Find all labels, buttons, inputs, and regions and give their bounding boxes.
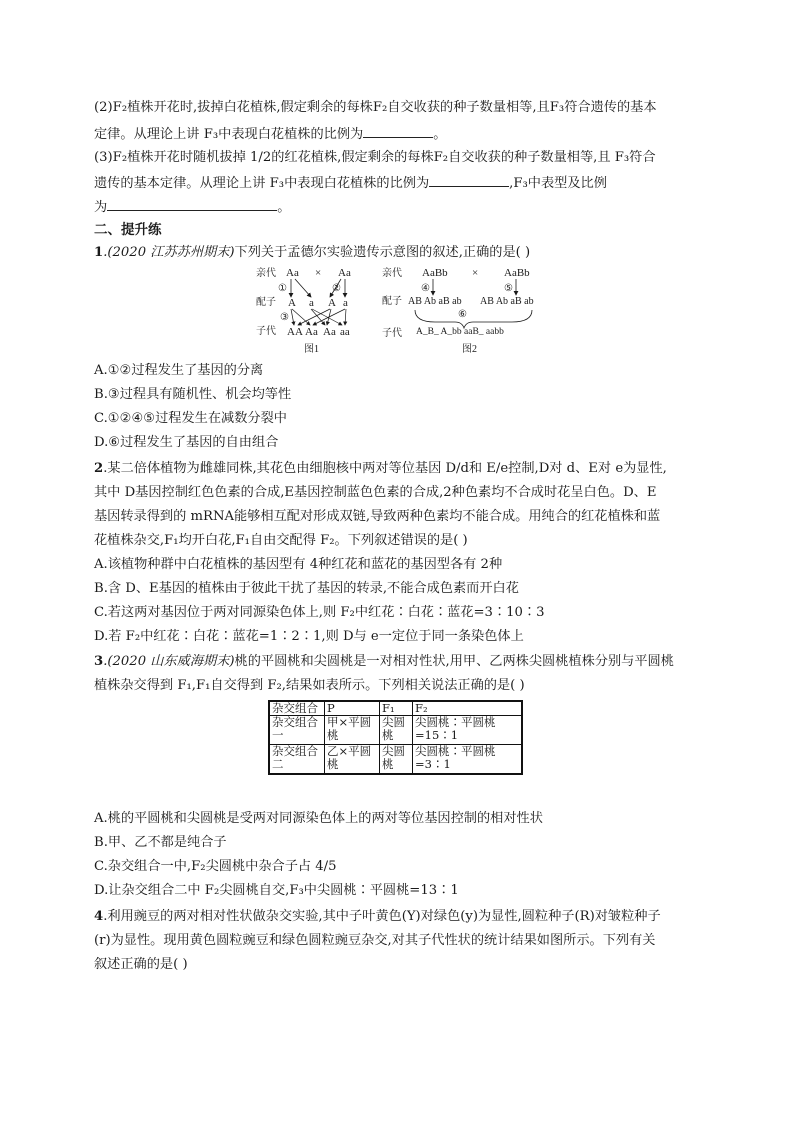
q-part3-line3: [94, 197, 290, 217]
option-c: C.①②④⑤过程发生在减数分裂中: [94, 411, 287, 426]
offspring-genotype: Aa: [305, 326, 318, 338]
option-b: B.甲、乙不都是纯合子: [94, 835, 227, 850]
cross-symbol: ×: [315, 267, 322, 279]
option-a: A.该植物种群中白花植株的基因型有 4种红花和蓝花的基因型各有 2种: [94, 557, 503, 572]
offspring-genotype: aa: [340, 326, 350, 338]
table-cell: 杂交组合一: [269, 716, 325, 745]
question-source: .(2020 山东威海期末): [103, 654, 235, 669]
gamete: a: [309, 297, 314, 309]
question-text: 下列关于孟德尔实验遗传示意图的叙述,正确的是( ): [234, 245, 531, 260]
section-heading: 二、提升练: [94, 222, 162, 238]
table-row: [269, 745, 522, 775]
option-c: C.若这两对基因位于两对同源染色体上,则 F₂中红花∶白花∶蓝花=3∶10∶3: [94, 605, 545, 620]
gamete: A: [328, 297, 336, 309]
text: 。: [277, 200, 291, 215]
text: 定律。从理论上讲 F₃中表现白花植株的比例为: [94, 127, 364, 142]
table-header: F₂: [413, 701, 523, 716]
process-number: ⑥: [458, 309, 467, 320]
question-number: 2: [94, 461, 104, 476]
question-3-stem-line1: [94, 653, 674, 671]
label-offspring: 子代: [256, 326, 276, 337]
offspring-phenotypes: A_B_ A_bb aaB_ aabb: [416, 327, 504, 337]
figure-caption: 图1: [304, 344, 319, 355]
genetics-diagram: [250, 264, 550, 358]
table-cell: 乙×平圆桃: [325, 745, 380, 775]
label-gamete: 配子: [256, 297, 276, 308]
parent-genotype: Aa: [286, 267, 299, 279]
brace: [415, 310, 532, 328]
answer-blank: [429, 173, 509, 187]
question-text: .某二倍体植物为雌雄同株,其花色由细胞核中两对等位基因 D/d和 E/e控制,D对 d、E对 e为显性,: [103, 461, 667, 476]
cross-results-table: [268, 700, 523, 775]
process-number: ⑤: [504, 283, 513, 294]
question-2-stem-line3: 基因转录得到的 mRNA能够相互配对形成双链,导致两种色素均不能合成。用纯合的红花植株和蓝: [94, 509, 661, 524]
option-a: A.桃的平圆桃和尖圆桃是受两对同源染色体上的两对等位基因控制的相对性状: [94, 811, 543, 826]
parent-genotype: AaBb: [504, 267, 530, 279]
label-parent: 亲代: [382, 268, 402, 279]
gametes: AB Ab aB ab: [408, 296, 462, 307]
arrow: [291, 309, 294, 325]
table-header-row: [269, 701, 522, 716]
q-part2-line2: [94, 124, 446, 144]
figure-caption: 图2: [462, 344, 477, 355]
label-gamete: 配子: [382, 296, 402, 307]
question-source: .(2020 江苏苏州期末): [103, 245, 235, 260]
text: 遗传的基本定律。从理论上讲 F₃中表现白花植株的比例为: [94, 176, 430, 191]
table-cell: 甲×平圆桃: [325, 716, 380, 745]
text: 为: [94, 200, 108, 215]
arrow: [295, 279, 311, 297]
table-header: F₁: [380, 701, 413, 716]
question-3-stem-line2: 植株杂交得到 F₁,F₁自交得到 F₂,结果如表所示。下列相关说法正确的是( ): [94, 678, 525, 693]
question-1-stem: [94, 244, 530, 262]
parent-genotype: AaBb: [422, 267, 448, 279]
question-text: 桃的平圆桃和尖圆桃是一对相对性状,用甲、乙两株尖圆桃植株分别与平圆桃: [234, 654, 674, 669]
question-4-stem-line3: 叙述正确的是( ): [94, 957, 188, 972]
cross-symbol: ×: [472, 267, 479, 279]
table-header: P: [325, 701, 380, 716]
label-offspring: 子代: [382, 328, 402, 339]
offspring-genotype: Aa: [323, 326, 336, 338]
table-header: 杂交组合: [269, 701, 325, 716]
arrow: [298, 309, 330, 325]
arrow: [312, 309, 342, 325]
question-number: 3: [94, 654, 104, 669]
process-number: ④: [421, 283, 430, 294]
gametes: AB Ab aB ab: [480, 296, 534, 307]
arrow: [345, 309, 346, 325]
arrow: [292, 309, 310, 325]
process-number: ③: [280, 312, 289, 323]
gamete: A: [288, 297, 296, 309]
table-cell: 尖圆桃: [380, 716, 413, 745]
option-b: B.③过程具有随机性、机会均等性: [94, 387, 292, 402]
option-b: B.含 D、E基因的植株由于彼此干扰了基因的转录,不能合成色素而开白花: [94, 581, 519, 596]
option-d: D.若 F₂中红花∶白花∶蓝花=1∶2∶1,则 D与 e一定位于同一条染色体上: [94, 629, 524, 644]
question-4-stem-line1: [94, 908, 661, 926]
q-part3-line2: [94, 173, 607, 193]
answer-blank: [107, 197, 277, 211]
question-2-stem-line2: 其中 D基因控制红色色素的合成,E基因控制蓝色色素的合成,2种色素均不合成时花呈白色。D、E: [94, 485, 657, 500]
text: ,F₃中表型及比例: [509, 176, 607, 191]
gamete: a: [343, 297, 348, 309]
question-2-stem-line4: 花植株杂交,F₁均开白花,F₁自由交配得 F₂。下列叙述错误的是( ): [94, 533, 468, 548]
q-part2-line1: (2)F₂植株开花时,拔掉白花植株,假定剩余的每株F₂自交收获的种子数量相等,且F₃符合遗传的基本: [94, 100, 657, 115]
process-number: ②: [332, 283, 341, 294]
answer-blank: [363, 124, 433, 138]
table-cell: 尖圆桃∶平圆桃=3∶1: [413, 745, 523, 775]
option-c: C.杂交组合一中,F₂尖圆桃中杂合子占 4/5: [94, 859, 337, 874]
question-2-stem-line1: [94, 460, 667, 478]
question-4-stem-line2: (r)为显性。现用黄色圆粒豌豆和绿色圆粒豌豆杂交,对其子代性状的统计结果如图所示。下列有关: [94, 933, 656, 948]
q-part3-line1: (3)F₂植株开花时随机拔掉 1/2的红花植株,假定剩余的每株F₂自交收获的种子数量相等,且 F₃符合: [94, 150, 656, 165]
option-a: A.①②过程发生了基因的分离: [94, 363, 264, 378]
table-cell: 杂交组合二: [269, 745, 325, 775]
text: 。: [433, 127, 447, 142]
parent-genotype: Aa: [338, 267, 351, 279]
option-d: D.⑥过程发生了基因的自由组合: [94, 435, 279, 450]
question-text: .利用豌豆的两对相对性状做杂交实验,其中子叶黄色(Y)对绿色(y)为显性,圆粒种子(R)对皱粒种子: [103, 909, 661, 924]
question-number: 1: [94, 245, 104, 260]
option-d: D.让杂交组合二中 F₂尖圆桃自交,F₃中尖圆桃∶平圆桃=13∶1: [94, 883, 459, 898]
question-number: 4: [94, 909, 104, 924]
label-parent: 亲代: [256, 268, 276, 279]
table-row: [269, 716, 522, 745]
table-cell: 尖圆桃∶平圆桃=15∶1: [413, 716, 523, 745]
process-number: ①: [278, 283, 287, 294]
table-cell: 尖圆桃: [380, 745, 413, 775]
offspring-genotype: AA: [287, 326, 303, 338]
